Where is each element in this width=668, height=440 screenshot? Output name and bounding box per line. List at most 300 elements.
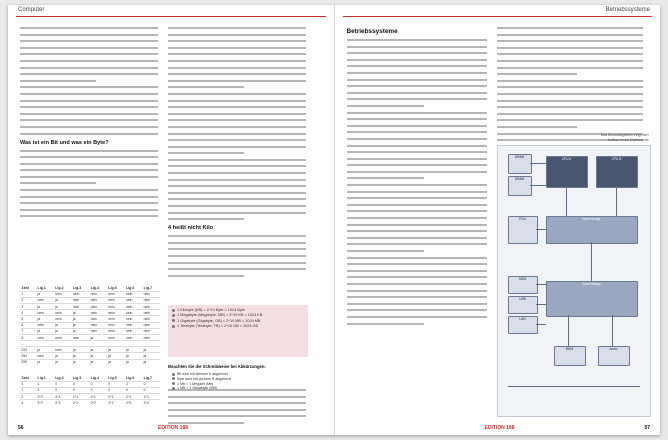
table-cell: nein (36, 310, 54, 316)
diagram-box: BIOS (554, 346, 586, 366)
table-cell: 1 (36, 381, 54, 387)
text-line (168, 170, 306, 175)
table-cell: nein (89, 310, 107, 316)
bullet-icon (172, 325, 175, 328)
table-cell: ja (71, 310, 89, 316)
left-column-1 (20, 25, 158, 220)
table-cell: 0 (142, 381, 160, 387)
table-cell: 2 (20, 393, 36, 399)
text-line (497, 91, 643, 96)
table-cell: nein (89, 291, 107, 297)
text-line (20, 187, 158, 192)
legend-title: Beachten Sie die Schreibweise bei Abkürzungen: (168, 364, 266, 369)
text-line (347, 50, 487, 55)
text-line (497, 84, 643, 89)
text-line (168, 246, 306, 251)
diagram-wire (508, 386, 640, 387)
table-header: Lig.5 (108, 375, 117, 380)
text-line (168, 266, 306, 271)
bullet-icon (172, 309, 175, 312)
text-line (20, 167, 158, 172)
table-cell: nein (36, 297, 54, 303)
table-cell: 0 (54, 387, 72, 393)
text-line (168, 65, 306, 70)
table-cell: 2^1 (125, 393, 143, 399)
magazine-spread (8, 5, 660, 435)
table-cell: ja (107, 359, 125, 365)
table-cell: 253 (20, 347, 36, 353)
text-line (168, 150, 244, 155)
diagram-wire (612, 315, 613, 346)
table-cell: 0 (142, 387, 160, 393)
unit-box (168, 305, 308, 357)
text-line (347, 175, 424, 180)
text-line (347, 162, 487, 167)
text-line (347, 37, 487, 42)
text-line (168, 84, 244, 89)
text-line (20, 45, 158, 50)
text-line (20, 51, 158, 56)
right-header-section: Betriebssysteme (605, 7, 650, 13)
text-line (347, 103, 424, 108)
text-line (20, 78, 96, 83)
table-cell: nein (107, 334, 125, 340)
table-cell: 2^2 (36, 400, 54, 406)
table-cell: ja (71, 353, 89, 359)
table-cell: nein (107, 322, 125, 328)
text-line (168, 157, 306, 162)
table-cell: nein (125, 297, 143, 303)
table-cell: 2^2 (71, 400, 89, 406)
text-line (347, 169, 487, 174)
text-line (168, 78, 306, 83)
text-line (347, 208, 487, 213)
table-header: Lig.1 (37, 285, 46, 290)
left-page-header (8, 5, 334, 17)
table-cell: nein (142, 316, 160, 322)
text-line (497, 124, 577, 129)
text-line (168, 190, 306, 195)
table-cell: 0 (71, 381, 89, 387)
table-row (20, 400, 160, 406)
text-line (497, 25, 643, 30)
table-cell: nein (89, 303, 107, 309)
diagram-wire (536, 304, 546, 305)
left-header-section: Computer (18, 7, 45, 13)
right-page-header (335, 5, 661, 17)
table-cell: ja (89, 334, 107, 340)
text-line (168, 104, 306, 109)
text-line (20, 200, 158, 205)
table-cell: nein (54, 334, 72, 340)
text-line (347, 57, 487, 62)
text-line (168, 98, 306, 103)
left-column-2-bottom (168, 387, 306, 427)
text-line (168, 260, 306, 265)
table-cell: nein (125, 334, 143, 340)
text-line (20, 124, 158, 129)
text-line (168, 210, 306, 215)
table-cell: 2 (36, 387, 54, 393)
text-line (347, 301, 487, 306)
text-line (347, 136, 487, 141)
section-heading: 4 heißt nicht Kilo (168, 225, 214, 232)
text-line (168, 58, 306, 63)
table-cell: nein (89, 322, 107, 328)
table-header: Lig.5 (108, 285, 117, 290)
diagram-box: Audio (598, 346, 630, 366)
table-cell: 0 (89, 387, 107, 393)
table-cell: ja (142, 353, 160, 359)
text-line (168, 183, 306, 188)
power-table (20, 375, 160, 405)
text-line (168, 163, 306, 168)
table-cell: nein (125, 291, 143, 297)
table-header: Lig.3 (72, 375, 82, 380)
text-line (347, 255, 487, 260)
text-line (347, 123, 487, 128)
text-line (168, 233, 306, 238)
table-cell: 2^2 (54, 400, 72, 406)
text-line (347, 195, 487, 200)
table-cell: nein (125, 322, 143, 328)
table-cell: nein (71, 334, 89, 340)
table-header: Lig.4 (90, 375, 99, 380)
text-line (347, 307, 487, 312)
text-line (20, 58, 158, 63)
text-line (168, 111, 306, 116)
table-cell: 0 (125, 381, 143, 387)
unit-line: 1 Kilobyte (KB) = 2^10 Byte = 1024 Byte (168, 308, 308, 313)
table-cell: 5 (20, 316, 36, 322)
table-cell: nein (107, 303, 125, 309)
text-line (347, 83, 487, 88)
text-line (497, 104, 643, 109)
table-cell: ja (125, 353, 143, 359)
text-line (20, 213, 158, 218)
table-header: Lig.6 (125, 375, 135, 380)
text-line (347, 90, 487, 95)
text-line (347, 116, 487, 121)
text-line (168, 400, 306, 405)
table-header: Lig.2 (55, 285, 64, 290)
table-cell: ... (20, 341, 36, 347)
table-cell: 2 (20, 297, 36, 303)
table-cell: ja (125, 347, 143, 353)
table-cell: ja (71, 316, 89, 322)
text-line (20, 174, 158, 179)
table-cell: 3 (20, 303, 36, 309)
table-cell: nein (125, 316, 143, 322)
text-line (497, 111, 643, 116)
diagram-wire (530, 185, 546, 186)
legend-line: 1 Mb = 1 Megabit (Mb) (168, 382, 308, 387)
table-cell: ja (89, 347, 107, 353)
text-line (347, 235, 487, 240)
diagram-box: CPU B (596, 156, 638, 188)
bullet-icon (172, 314, 175, 317)
table-cell: nein (89, 297, 107, 303)
table-cell: nein (142, 297, 160, 303)
table-cell: nein (71, 297, 89, 303)
diagram-wire (616, 186, 617, 216)
diagram-box: North Bridge (546, 216, 638, 244)
text-line (168, 91, 306, 96)
text-line (20, 98, 158, 103)
bullet-icon (172, 319, 175, 322)
diagram-box: LAN (508, 316, 538, 334)
table-cell: 2^1 (89, 393, 107, 399)
text-line (347, 189, 487, 194)
text-line (497, 32, 643, 37)
text-line (20, 32, 158, 37)
table-cell: ja (107, 347, 125, 353)
text-line (347, 228, 487, 233)
text-line (168, 117, 306, 122)
text-line (347, 149, 487, 154)
table-cell: ja (142, 347, 160, 353)
text-line (168, 216, 244, 221)
diagram-box: DRAM (508, 176, 532, 196)
text-line (347, 110, 487, 115)
text-line (168, 203, 306, 208)
table-cell: nein (107, 297, 125, 303)
table-cell: nein (142, 328, 160, 334)
table-cell: nein (54, 291, 72, 297)
table-cell: 1 (20, 291, 36, 297)
text-line (347, 70, 487, 75)
right-page (335, 5, 661, 435)
left-page (8, 5, 335, 435)
unit-line: 1 Gigabyte (Gigabyte, GB) = 2^10 MB = 1024 MB (168, 319, 308, 324)
table-cell: 6 (20, 322, 36, 328)
section-heading: Betriebssysteme (346, 28, 398, 35)
table-header: Lig.4 (90, 285, 99, 290)
table-cell: 0 (54, 381, 72, 387)
text-line (497, 71, 577, 76)
text-line (168, 71, 306, 76)
table-cell: 0 (107, 381, 125, 387)
table-cell: nein (71, 303, 89, 309)
table-cell: 0 (125, 387, 143, 393)
table-header: Lig.1 (37, 375, 46, 380)
text-line (347, 156, 487, 161)
table-cell: nein (142, 310, 160, 316)
table-cell: nein (36, 322, 54, 328)
text-line (168, 32, 306, 37)
bullet-icon (172, 373, 175, 376)
table-cell: ja (142, 359, 160, 365)
text-line (168, 407, 306, 412)
text-line (168, 144, 306, 149)
table-cell: ja (54, 297, 72, 303)
text-line (20, 91, 158, 96)
text-line (168, 38, 306, 43)
table-cell: ja (36, 291, 54, 297)
text-line (20, 65, 158, 70)
diagram-box: USB (508, 296, 538, 314)
text-line (347, 129, 487, 134)
table-cell: 2^2 (107, 400, 125, 406)
diagram-wire (536, 284, 546, 285)
table-cell: 2^1 (54, 393, 72, 399)
text-line (168, 124, 306, 129)
text-line (497, 45, 643, 50)
table-header: Lig.7 (143, 375, 153, 380)
text-line (168, 394, 306, 399)
text-line (497, 51, 643, 56)
text-line (347, 274, 487, 279)
table-cell: nein (107, 291, 125, 297)
right-footer (644, 425, 650, 431)
table-cell: 4 (20, 400, 36, 406)
table-cell: nein (142, 291, 160, 297)
text-line (347, 288, 487, 293)
text-line (20, 71, 158, 76)
table-cell: nein (36, 334, 54, 340)
table-cell: ja (36, 316, 54, 322)
text-line (168, 387, 306, 392)
diagram-caption: Das Blockdiagramm zeigt den Aufbau eines Mainboards (600, 133, 649, 142)
table-cell: nein (125, 303, 143, 309)
table-header: Zahl (21, 285, 29, 290)
right-page-number: 57 (644, 425, 650, 431)
table-cell: 2^2 (142, 400, 160, 406)
text-line (347, 202, 487, 207)
table-cell: ja (36, 328, 54, 334)
table-cell: nein (125, 328, 143, 334)
diagram-wire (536, 229, 546, 230)
text-line (20, 207, 158, 212)
left-footer (18, 425, 24, 431)
table-header: Zahl (21, 375, 29, 380)
text-line (20, 111, 158, 116)
table-cell: nein (54, 316, 72, 322)
table-cell: 255 (20, 359, 36, 365)
table-cell: nein (36, 353, 54, 359)
text-line (20, 161, 158, 166)
table-cell: nein (71, 291, 89, 297)
table-cell: 2^2 (36, 393, 54, 399)
text-line (168, 177, 306, 182)
table-cell: 2^1 (142, 393, 160, 399)
text-line (168, 413, 306, 418)
text-line (168, 51, 306, 56)
text-line (20, 84, 158, 89)
diagram-box: SATA (508, 276, 538, 294)
text-line (168, 273, 244, 278)
table-cell: 7 (20, 328, 36, 334)
text-line (168, 253, 306, 258)
table-cell: 2^2 (89, 400, 107, 406)
table-cell: ja (36, 347, 54, 353)
table-cell: 254 (20, 353, 36, 359)
text-line (20, 180, 96, 185)
table-header: Lig.6 (125, 285, 135, 290)
diagram-box: CPU A (546, 156, 588, 188)
text-line (168, 45, 306, 50)
table-cell: 0 (89, 381, 107, 387)
diagram-box: South Bridge (546, 281, 638, 317)
text-line (347, 96, 487, 101)
table-cell: 2^1 (107, 393, 125, 399)
text-line (347, 261, 487, 266)
table-cell: 0 (20, 381, 36, 387)
table-cell: ja (54, 328, 72, 334)
text-line (20, 154, 158, 159)
text-line (497, 38, 643, 43)
text-line (347, 63, 487, 68)
text-line (20, 194, 158, 199)
text-line (347, 321, 424, 326)
table-cell: ja (71, 359, 89, 365)
table-cell: nein (142, 303, 160, 309)
bullet-icon (172, 382, 175, 385)
unit-line: 1 Megabyte (Megabyte, MB) = 2^10 KB = 1024 KB (168, 313, 308, 318)
table-cell: ja (36, 359, 54, 365)
diagram-box: DRAM (508, 154, 532, 174)
table-cell: ja (107, 353, 125, 359)
table-cell: 2^2 (125, 400, 143, 406)
table-cell: ja (54, 353, 72, 359)
table-cell: 8 (20, 334, 36, 340)
text-line (497, 117, 643, 122)
text-line (347, 268, 487, 273)
table-cell: nein (107, 316, 125, 322)
text-line (497, 65, 643, 70)
text-line (168, 240, 306, 245)
left-footer-brand: EDITION 188 (158, 425, 189, 431)
table-cell: nein (142, 322, 160, 328)
table-cell: 1 (20, 387, 36, 393)
text-line (347, 222, 487, 227)
text-line (20, 25, 158, 30)
text-line (347, 248, 424, 253)
table-cell: ja (89, 353, 107, 359)
text-line (20, 148, 158, 153)
unit-line: 1 Terabyte (Terabyte, TB) = 2^10 GB = 1024 GB (168, 324, 308, 329)
table-cell: nein (54, 347, 72, 353)
header-rule (16, 16, 326, 17)
table-cell: nein (142, 334, 160, 340)
table-cell: ja (71, 322, 89, 328)
table-header: Lig.7 (143, 285, 153, 290)
text-line (347, 44, 487, 49)
legend-line: Bit wird mit kleinem b abgekürzt (168, 372, 308, 377)
text-line (497, 78, 643, 83)
diagram-wire (566, 186, 567, 216)
table-cell: 4 (20, 310, 36, 316)
table-cell: ja (54, 359, 72, 365)
right-footer-brand: EDITION 188 (484, 425, 515, 431)
text-line (168, 131, 306, 136)
table-cell: nein (89, 316, 107, 322)
text-line (168, 137, 306, 142)
text-line (20, 38, 158, 43)
table-cell: 2^1 (71, 393, 89, 399)
text-line (347, 143, 487, 148)
table-header: Lig.2 (55, 375, 64, 380)
section-heading: Was ist ein Bit und was ein Byte? (20, 139, 109, 146)
header-rule (343, 16, 653, 17)
text-line (20, 117, 158, 122)
bullet-icon (172, 377, 175, 380)
table-cell: 0 (71, 387, 89, 393)
table-cell: ja (71, 347, 89, 353)
text-line (347, 77, 487, 82)
text-line (347, 215, 487, 220)
table-cell: 0 (107, 387, 125, 393)
